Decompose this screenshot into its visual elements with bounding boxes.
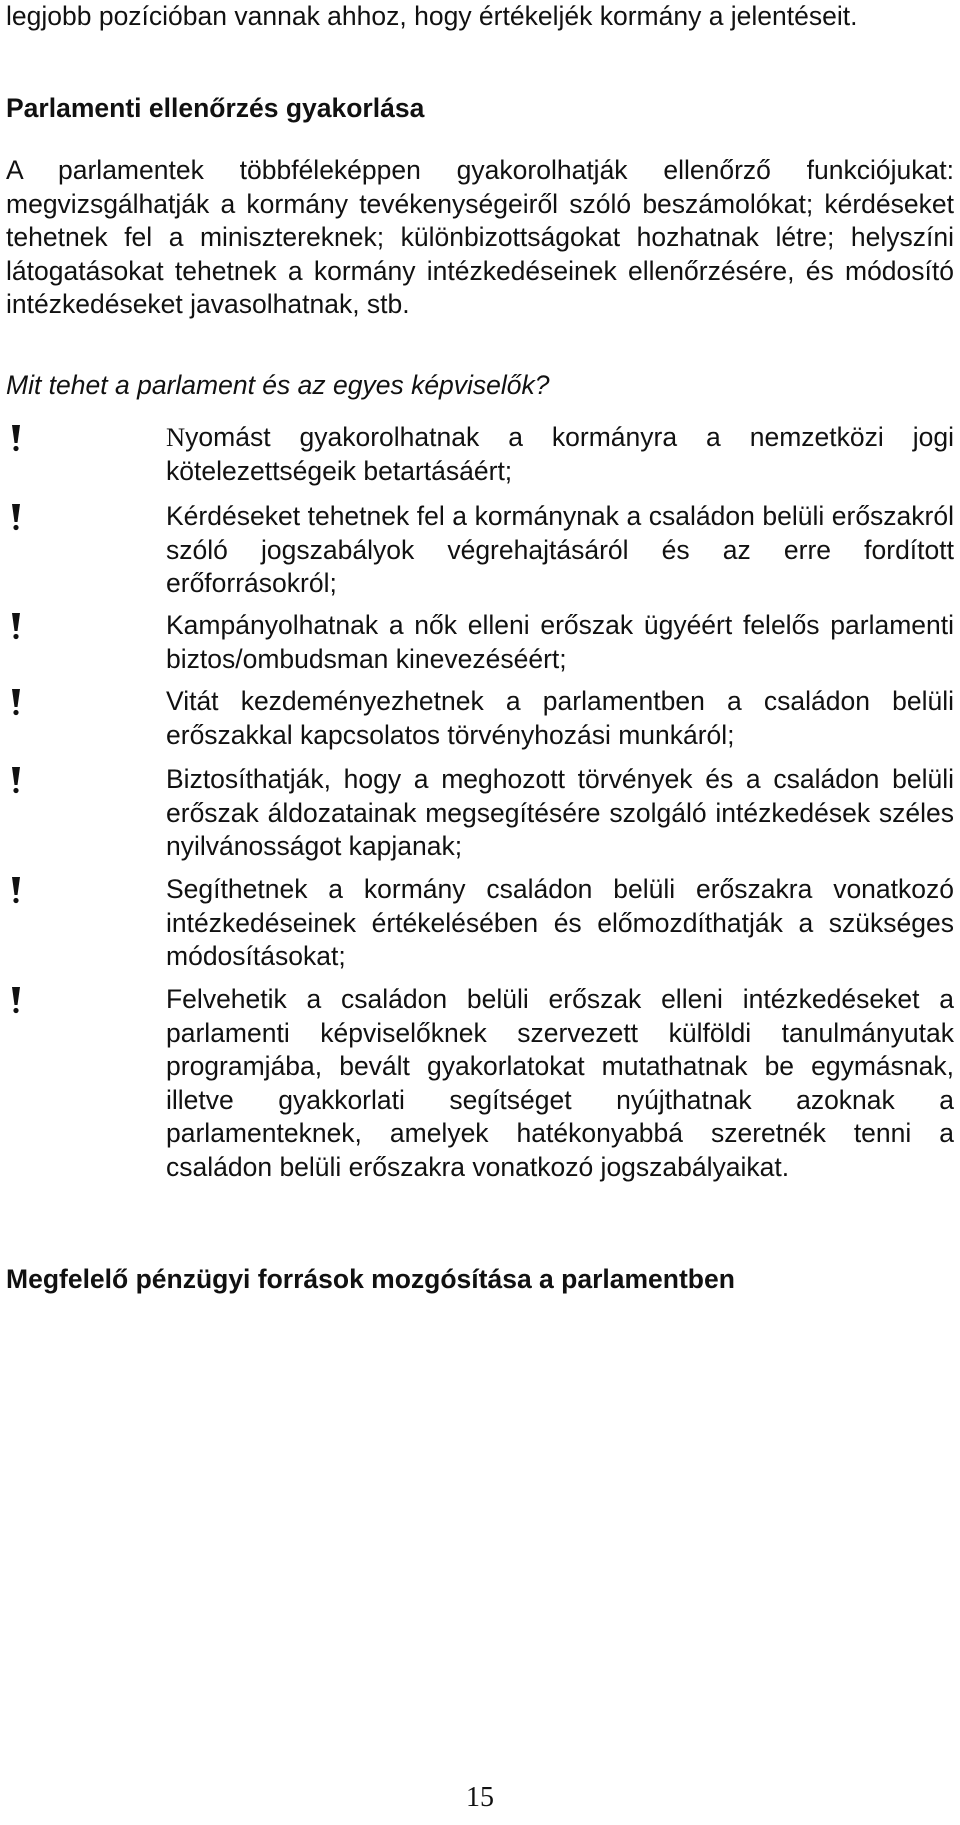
bullet-text: Vitát kezdeményezhetnek a parlamentben a családon belüli erőszakkal kapcsolatos törvényhozási munkáról; [166,686,954,750]
document-page [6,0,960,1825]
exclamation-bullet-icon [6,688,26,716]
exclamation-bullet-icon [6,612,26,640]
exclamation-bullet-icon [6,876,26,904]
bullet-text [166,421,954,488]
question-subheading: Mit tehet a parlament és az egyes képviselők? [6,370,550,400]
bullet-text: Kérdéseket tehetnek fel a kormánynak a családon belüli erőszakról szóló jogszabályok végrehajtásáról és az erre fordított erőforrásokról; [166,501,954,598]
section-heading-parliamentary-oversight: Parlamenti ellenőrzés gyakorlása [6,93,425,123]
bullet-text: Biztosíthatják, hogy a meghozott törvények és a családon belüli erőszak áldozatainak megsegítésére szolgáló intézkedések széles nyilvánosságot kapjanak; [166,764,954,861]
intro-continuation: legjobb pozícióban vannak ahhoz, hogy értékeljék kormány a jelentéseit. [6,1,858,31]
oversight-paragraph: A parlamentek többféleképpen gyakorolhatják ellenőrző funkciójukat: megvizsgálhatják a kormány tevékenységeiről szóló beszámolókat; kérdéseket tehetnek fel a minisztereknek; különbizottságokat hozhatnak létre; helyszíni látogatásokat tehetnek a kormány intézkedéseinek ellenőrzésére, és módosító intézkedéseket javasolhatnak, stb. [6,155,954,319]
section-heading-financial-resources: Megfelelő pénzügyi források mozgósítása a parlamentben [6,1264,735,1294]
bullet-text: Kampányolhatnak a nők elleni erőszak ügyéért felelős parlamenti biztos/ombudsman kinevezéséért; [166,610,954,674]
exclamation-bullet-icon [6,986,26,1014]
page-number: 15 [466,1782,494,1813]
bullet-text: Felvehetik a családon belüli erőszak elleni intézkedéseket a parlamenti képviselőknek szervezett külföldi tanulmányutak programjába, bevált gyakorlatokat mutathatnak be egymásnak, illetve gyakkorlati segítséget nyújthatnak azoknak a parlamenteknek, amelyek hatékonyabbá szeretnék tenni a családon belüli erőszakra vonatkozó jogszabályaikat. [166,984,954,1182]
bullet-initial: N [166,422,186,452]
bullet-body: yomást gyakorolhatnak a kormányra a nemzetközi jogi kötelezettségeik betartásáért; [166,422,954,486]
exclamation-bullet-icon [6,503,26,531]
exclamation-bullet-icon [6,424,26,452]
exclamation-bullet-icon [6,766,26,794]
bullet-text: Segíthetnek a kormány családon belüli erőszakra vonatkozó intézkedéseinek értékelésében és előmozdíthatják a szükséges módosításokat; [166,874,954,971]
